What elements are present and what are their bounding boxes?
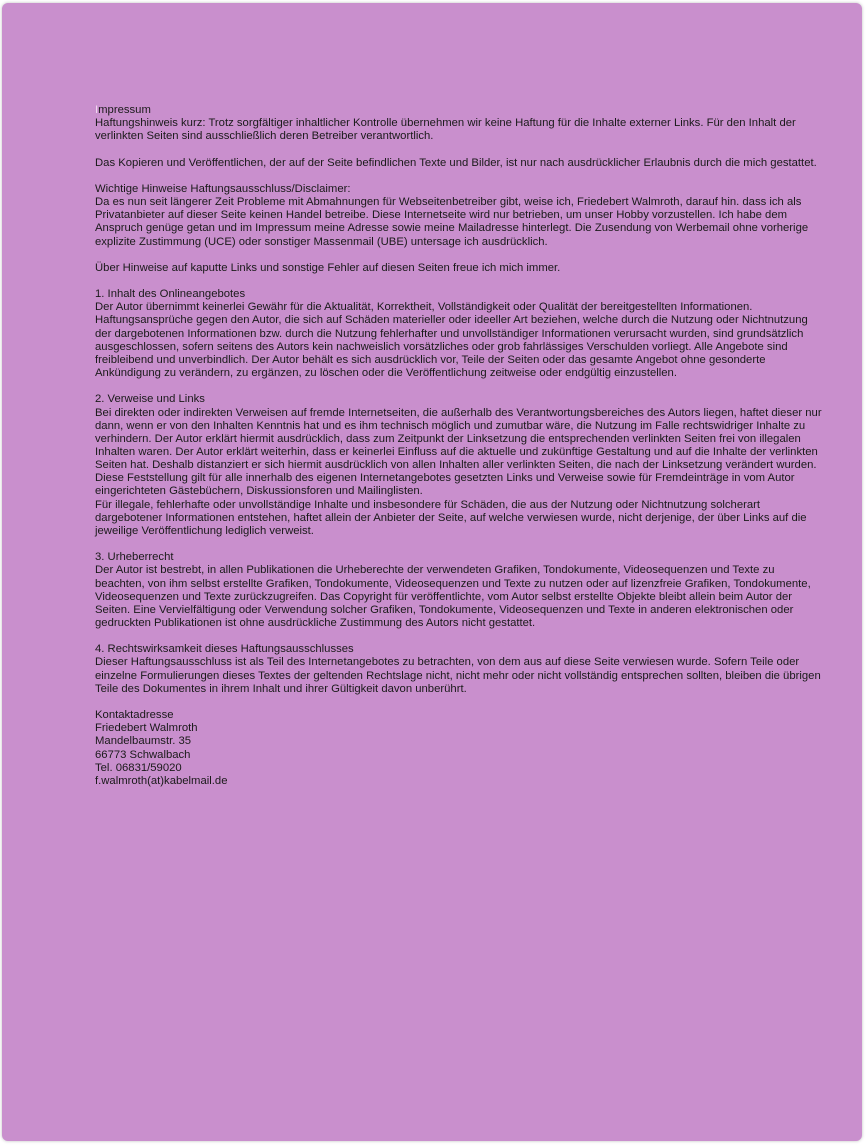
section-4-heading: 4. Rechtswirksamkeit dieses Haftungsausschlusses [95, 643, 354, 656]
contact-email: f.walmroth(at)kabelmail.de [95, 774, 228, 787]
section-3 [95, 551, 825, 630]
intro-block [95, 104, 825, 143]
section-2-text-2: Diese Feststellung gilt für alle innerhalb des eigenen Internetangebotes gesetzten Links und Verweise sowie für Fremdeinträge in vom Autor eingerichteten Gästebüchern, Diskussionsforen und Mailinglisten. [95, 472, 795, 498]
section-1-heading: 1. Inhalt des Onlineangebotes [95, 288, 246, 301]
hints-heading: Wichtige Hinweise Haftungsausschluss/Disclaimer: [95, 182, 351, 195]
section-2-text-3: Für illegale, fehlerhafte oder unvollständige Inhalte und insbesondere für Schäden, die aus der Nutzung oder Nichtnutzung solcherart dargebotener Informationen entstehen, haftet allein der Anbieter der Seite, auf welche verwiesen wurde, nicht derjenige, der über Links auf die jeweilige Veröffentlichung lediglich verweist. [95, 498, 807, 537]
title-first-letter: I [95, 104, 99, 116]
contact-address [95, 709, 825, 788]
section-2 [95, 393, 825, 538]
hints-block [95, 183, 825, 249]
disclaimer-short: Haftungshinweis kurz: Trotz sorgfältiger inhaltlicher Kontrolle übernehmen wir keine Haftung für die Inhalte externer Links. Für den Inhalt der verlinkten Seiten sind ausschließlich deren Betreiber verantwortlich. [95, 117, 796, 143]
contact-street: Mandelbaumstr. 35 [95, 735, 192, 748]
section-3-heading: 3. Urheberrecht [95, 551, 174, 564]
copy-notice: Das Kopieren und Veröffentlichen, der auf der Seite befindlichen Texte und Bilder, ist nur nach ausdrücklicher Erlaubnis durch die mich gestattet. [95, 156, 817, 169]
section-2-text-1: Bei direkten oder indirekten Verweisen auf fremde Internetseiten, die außerhalb des Verantwortungsbereiches des Autors liegen, haftet dieser nur dann, wenn er von den Inhalten Kenntnis hat und es ihm technisch möglich und zumutbar wäre, die Nutzung im Falle rechtswidriger Inhalte zu verhindern. Der Autor erklärt hiermit ausdrücklich, dass zum Zeitpunkt der Linksetzung die entsprechenden verlinkten Seiten frei von illegalen Inhalten waren. Der Autor erklärt weiterhin, dass er keinerlei Einfluss auf die aktuelle und zukünftige Gestaltung und auf die Inhalte der verlinkten Seiten hat. Deshalb distanziert er sich hiermit ausdrücklich von allen Inhalten aller verlinkten Seiten, die nach der Linksetzung verändert wurden. [95, 406, 822, 472]
section-4 [95, 643, 825, 696]
section-1-text: Der Autor übernimmt keinerlei Gewähr für die Aktualität, Korrektheit, Vollständigkeit oder Qualität der bereitgestellten Informationen. Haftungsansprüche gegen den Autor, die sich auf Schäden materieller oder ideeller Art beziehen, welche durch die Nutzung oder Nichtnutzung der dargebotenen Informationen bzw. durch die Nutzung fehlerhafter und unvollständiger Informationen verursacht wurden, sind grundsätzlich ausgeschlossen, sofern seitens des Autors kein nachweislich vorsätzliches oder grob fahrlässiges Verschulden vorliegt. Alle Angebote sind freibleibend und unverbindlich. Der Autor behält es sich ausdrücklich vor, Teile der Seiten oder das gesamte Angebot ohne gesonderte Ankündigung zu verändern, zu ergänzen, zu löschen oder die Veröffentlichung zeitweise oder endgültig einzustellen. [95, 301, 808, 380]
broken-links-notice: Über Hinweise auf kaputte Links und sonstige Fehler auf diesen Seiten freue ich mich immer. [95, 261, 561, 274]
contact-name: Friedebert Walmroth [95, 722, 198, 735]
section-1 [95, 288, 825, 380]
page-title [95, 104, 825, 117]
impressum-content [95, 104, 825, 801]
section-4-text: Dieser Haftungsausschluss ist als Teil des Internetangebotes zu betrachten, von dem aus auf diese Seite verwiesen wurde. Sofern Teile oder einzelne Formulierungen dieses Textes der geltenden Rechtslage nicht, nicht mehr oder nicht vollständig entsprechen sollten, bleiben die übrigen Teile des Dokumentes in ihrem Inhalt und ihrer Gültigkeit davon unberührt. [95, 656, 821, 695]
section-3-text: Der Autor ist bestrebt, in allen Publikationen die Urheberechte der verwendeten Grafiken, Tondokumente, Videosequenzen und Texte zu beachten, von ihm selbst erstellte Grafiken, Tondokumente, Videosequenzen und Texte zu nutzen oder auf lizenzfreie Grafiken, Tondokumente, Videosequenzen und Texte zurückzugreifen. Das Copyright für veröffentlichte, vom Autor selbst erstellte Objekte bleibt allein beim Autor der Seiten. Eine Vervielfältigung oder Verwendung solcher Grafiken, Tondokumente, Videosequenzen und Texte in anderen elektronischen oder gedruckten Publikationen ist ohne ausdrückliche Zustimmung des Autors nicht gestattet. [95, 564, 811, 629]
hints-text: Da es nun seit längerer Zeit Probleme mit Abmahnungen für Webseitenbetreiber gibt, weise ich, Friedebert Walmroth, darauf hin. dass ich als Privatanbieter auf dieser Seite keinen Handel betreibe. Diese Internetseite wird nur betrieben, um unser Hobby vorzustellen. Ich habe dem Anspruch genüge getan und im Impressum meine Adresse sowie meine Mailadresse hinterlegt. Die Zusendung von Werbemail ohne vorherige explizite Zustimmung (UCE) oder sonstiger Massenmail (UBE) untersage ich ausdrücklich. [95, 196, 809, 248]
section-2-heading: 2. Verweise und Links [95, 393, 205, 406]
contact-phone: Tel. 06831/59020 [95, 761, 182, 774]
content-panel [2, 3, 862, 1141]
contact-city: 66773 Schwalbach [95, 748, 191, 761]
title-rest: mpressum [98, 104, 151, 116]
contact-heading: Kontaktadresse [95, 709, 174, 722]
